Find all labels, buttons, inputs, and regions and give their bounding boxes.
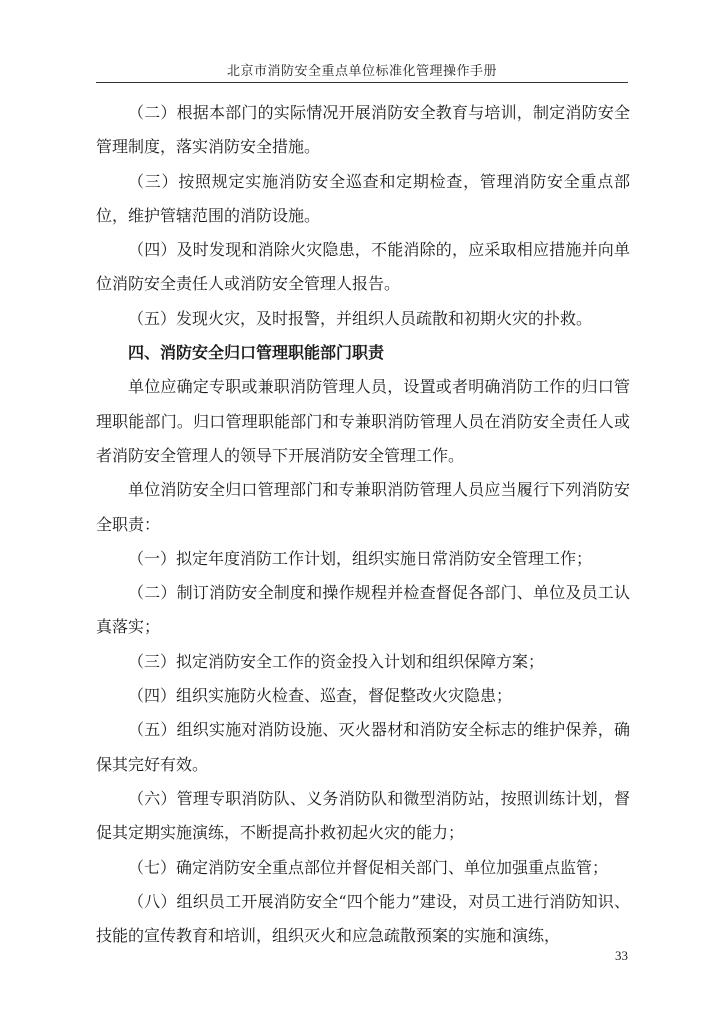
body-paragraph: （六）管理专职消防队、义务消防队和微型消防站，按照训练计划，督促其定期实施演练，不断提高扑救初起火灾的能力； bbox=[96, 788, 630, 843]
body-paragraph: （一）拟定年度消防工作计划，组织实施日常消防安全管理工作； bbox=[128, 548, 593, 568]
body-paragraph: （三）按照规定实施消防安全巡查和定期检查，管理消防安全重点部位，维护管辖范围的消防设施。 bbox=[96, 171, 630, 225]
body-paragraph: （八）组织员工开展消防安全“四个能力”建设，对员工进行消防知识、技能的宣传教育和培训，组织灭火和应急疏散预案的实施和演练， bbox=[96, 891, 630, 946]
body-paragraph: （二）根据本部门的实际情况开展消防安全教育与培训，制定消防安全管理制度，落实消防安全措施。 bbox=[96, 103, 630, 157]
page-number: 33 bbox=[615, 948, 628, 963]
body-paragraph: （二）制订消防安全制度和操作规程并检查督促各部门、单位及员工认真落实； bbox=[96, 583, 630, 637]
body-paragraph: （五）组织实施对消防设施、灭火器材和消防安全标志的维护保养，确保其完好有效。 bbox=[96, 720, 630, 774]
running-header: 北京市消防安全重点单位标准化管理操作手册 bbox=[226, 64, 497, 79]
header-divider bbox=[96, 82, 628, 83]
body-paragraph: 单位消防安全归口管理部门和专兼职消防管理人员应当履行下列消防安全职责： bbox=[96, 480, 630, 534]
body-paragraph: （四）及时发现和消除火灾隐患，不能消除的，应采取相应措施并向单位消防安全责任人或消防安全管理人报告。 bbox=[96, 240, 630, 294]
body-paragraph: （三）拟定消防安全工作的资金投入计划和组织保障方案； bbox=[128, 651, 545, 671]
body-paragraph: 单位应确定专职或兼职消防管理人员，设置或者明确消防工作的归口管理职能部门。归口管理职能部门和专兼职消防管理人员在消防安全责任人或者消防安全管理人的领导下开展消防安全管理工作。 bbox=[96, 377, 630, 465]
body-paragraph: （四）组织实施防火检查、巡查，督促整改火灾隐患； bbox=[128, 686, 513, 706]
page-body bbox=[96, 96, 630, 953]
section-heading: 四、消防安全归口管理职能部门职责 bbox=[128, 343, 385, 363]
body-paragraph: （五）发现火灾，及时报警，并组织人员疏散和初期火灾的扑救。 bbox=[128, 308, 593, 328]
body-paragraph: （七）确定消防安全重点部位并督促相关部门、单位加强重点监管； bbox=[128, 857, 609, 877]
